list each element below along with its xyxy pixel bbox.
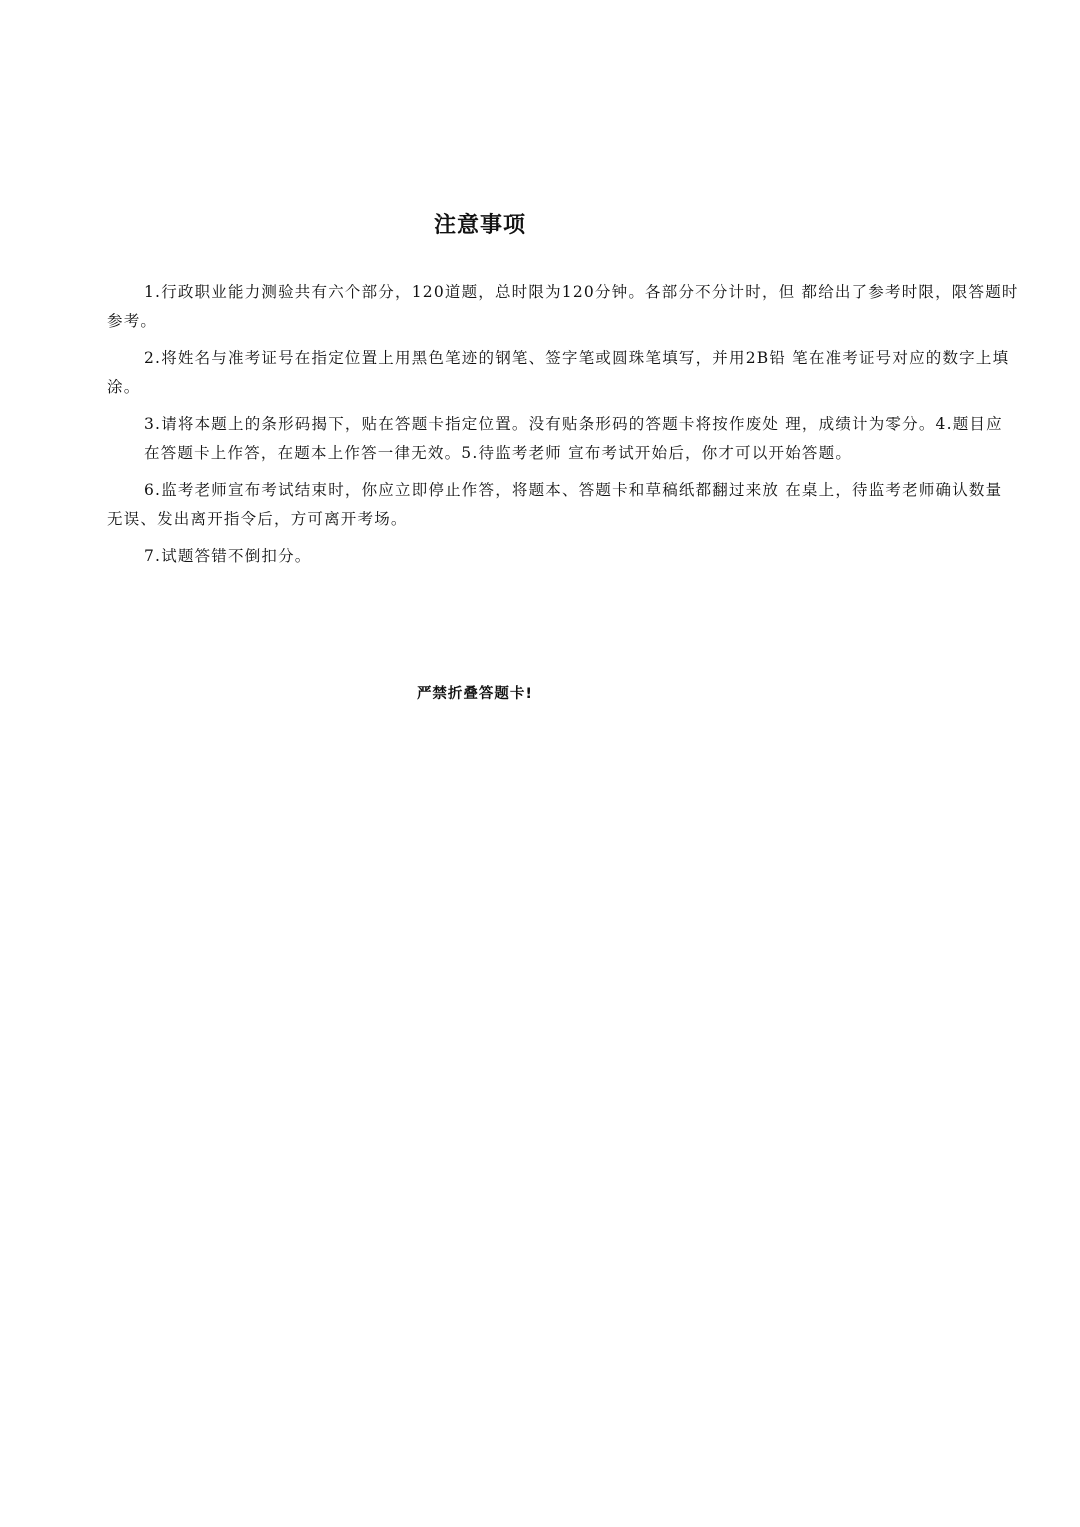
note-item-7: 7.试题答错不倒扣分。 bbox=[144, 547, 312, 565]
warning-text: 严禁折叠答题卡! bbox=[416, 686, 534, 702]
page-title: 注意事项 bbox=[433, 213, 526, 238]
notes-list bbox=[107, 278, 1019, 579]
note-item-6: 6.监考老师宣布考试结束时，你应立即停止作答，将题本、答题卡和草稿纸都翻过来放 在桌上，待监考老师确认数量无误、发出离开指令后，方可离开考场。 bbox=[107, 481, 1003, 528]
note-item-3: 3.请将本题上的条形码揭下，贴在答题卡指定位置。没有贴条形码的答题卡将按作废处 理，成绩计为零分。4.题目应在答题卡上作答，在题本上作答一律无效。5.待监考老师 宣布考试开始后，你才可以开始答题。 bbox=[144, 415, 1003, 462]
note-item-2: 2.将姓名与准考证号在指定位置上用黑色笔迹的钢笔、签字笔或圆珠笔填写，并用2B铅 笔在准考证号对应的数字上填涂。 bbox=[107, 349, 1010, 396]
note-item-1: 1.行政职业能力测验共有六个部分，120道题，总时限为120分钟。各部分不分计时，但 都给出了参考时限，限答题时参考。 bbox=[107, 283, 1019, 330]
